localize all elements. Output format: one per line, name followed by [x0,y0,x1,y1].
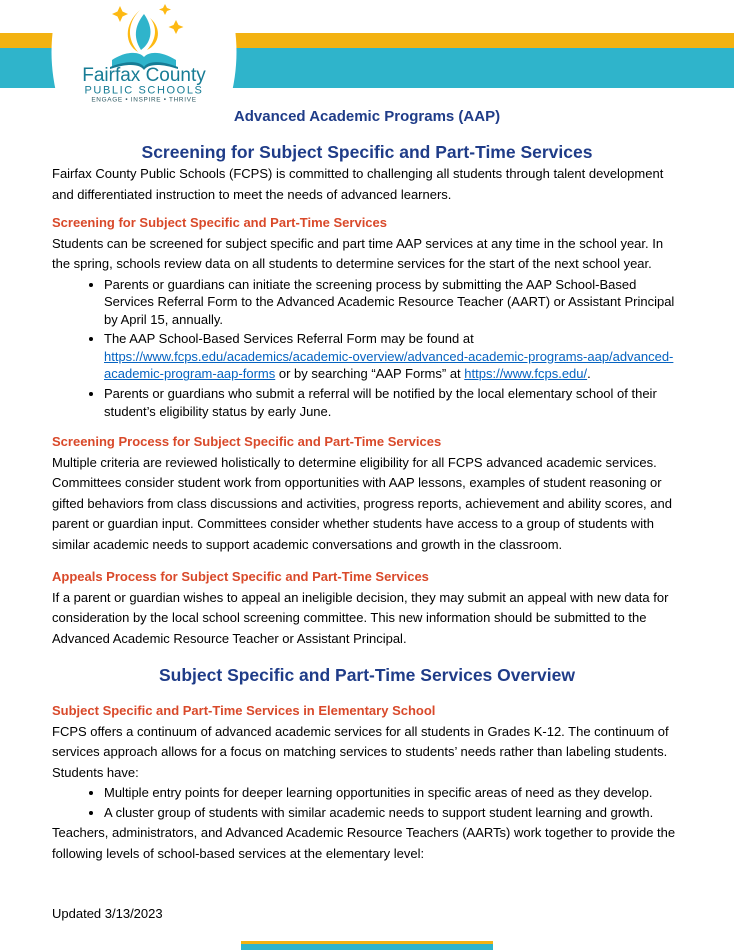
doc-subtitle: Screening for Subject Specific and Part-Time Services [141,142,593,162]
section-screening [52,213,682,420]
list-item: • A cluster group of students with similar academic needs to support student learning and growth. [104,804,682,822]
logo-name-line1: Fairfax County [82,65,206,86]
screening-heading: Screening for Subject Specific and Part-Time Services [52,215,387,230]
updated-date: Updated 3/13/2023 [52,906,163,921]
section-elementary [52,701,682,864]
fcps-home-link[interactable]: https://www.fcps.edu/ [464,366,588,382]
appeals-paragraph: If a parent or guardian wishes to appeal an ineligible decision, they may submit an appeal with new data for consideration by the local school screening committee. This new information should be submitted to the Advanced Academic Resource Teacher or Assistant Principal. [52,589,669,646]
appeals-heading: Appeals Process for Subject Specific and Part-Time Services [52,569,429,585]
elementary-bullet-list [52,784,682,821]
footer-band [241,941,493,950]
bullet-text: The AAP School-Based Services Referral Form may be found at [104,331,474,347]
document-body [0,107,734,864]
logo-name-line2: PUBLIC SCHOOLS [84,84,204,97]
logo-flame-icon [128,10,158,52]
footer-teal-band [241,944,493,950]
closing-paragraph: Teachers, administrators, and Advanced Academic Resource Teachers (AARTs) work together to provide the following levels of school-based services at the elementary level: [52,825,676,861]
elementary-heading: Subject Specific and Part-Time Services in Elementary School [52,703,436,719]
list-item: • Multiple entry points for deeper learning opportunities in specific areas of need as they develop. [104,784,682,802]
header-banner [0,0,734,104]
screening-bullet-list [52,276,682,421]
aap-forms-link[interactable]: https://www.fcps.edu/academics/academic-overview/advanced-academic-programs-aap/advanced-academic-program-aap-forms [104,348,674,382]
overview-title: Subject Specific and Part-Time Services Overview [159,665,575,686]
bullet-text: . [587,366,591,382]
doc-title: Advanced Academic Programs (AAP) [233,108,501,125]
list-item [104,330,682,383]
bullet-text: or by searching “AAP Forms” at [275,366,465,382]
section-appeals [52,567,682,649]
section-screening-process [52,432,682,555]
elementary-paragraph: FCPS offers a continuum of advanced academic services for all students in Grades K-12. The continuum of services approach allows for a focus on matching services to students’ needs rather than labeling students. Students have: [52,723,669,780]
intro-paragraph: Fairfax County Public Schools (FCPS) is committed to challenging all students through talent development and differentiated instruction to meet the needs of advanced learners. [52,166,664,202]
process-paragraph: Multiple criteria are reviewed holistically to determine eligibility for all FCPS advanced academic services. Committees consider student work from opportunities with AAP lessons, examples of student reasoning or gifted behaviors from class discussions and activities, progress reports, achievement and ability scores, and parent or guardian input. Committees consider whether students have access to a group of students with similar academic needs to support academic conversations and growth in the classroom. [52,454,672,552]
list-item: • Parents or guardians who submit a referral will be notified by the local elementary school of their student’s eligibility status by early June. [104,385,682,420]
screening-paragraph: Students can be screened for subject specific and part time AAP services at any time in the school year. In the spring, schools review data on all students to determine services for the start of the next school year. [52,235,664,271]
list-item: • Parents or guardians can initiate the screening process by submitting the AAP School-Based Services Referral Form to the Advanced Academic Resource Teacher (AART) or Assistant Principal by April 15, annually. [104,276,682,329]
process-heading: Screening Process for Subject Specific and Part-Time Services [52,434,442,450]
logo-tagline: ENGAGE • INSPIRE • THRIVE [91,96,197,104]
fcps-logo [44,0,244,104]
